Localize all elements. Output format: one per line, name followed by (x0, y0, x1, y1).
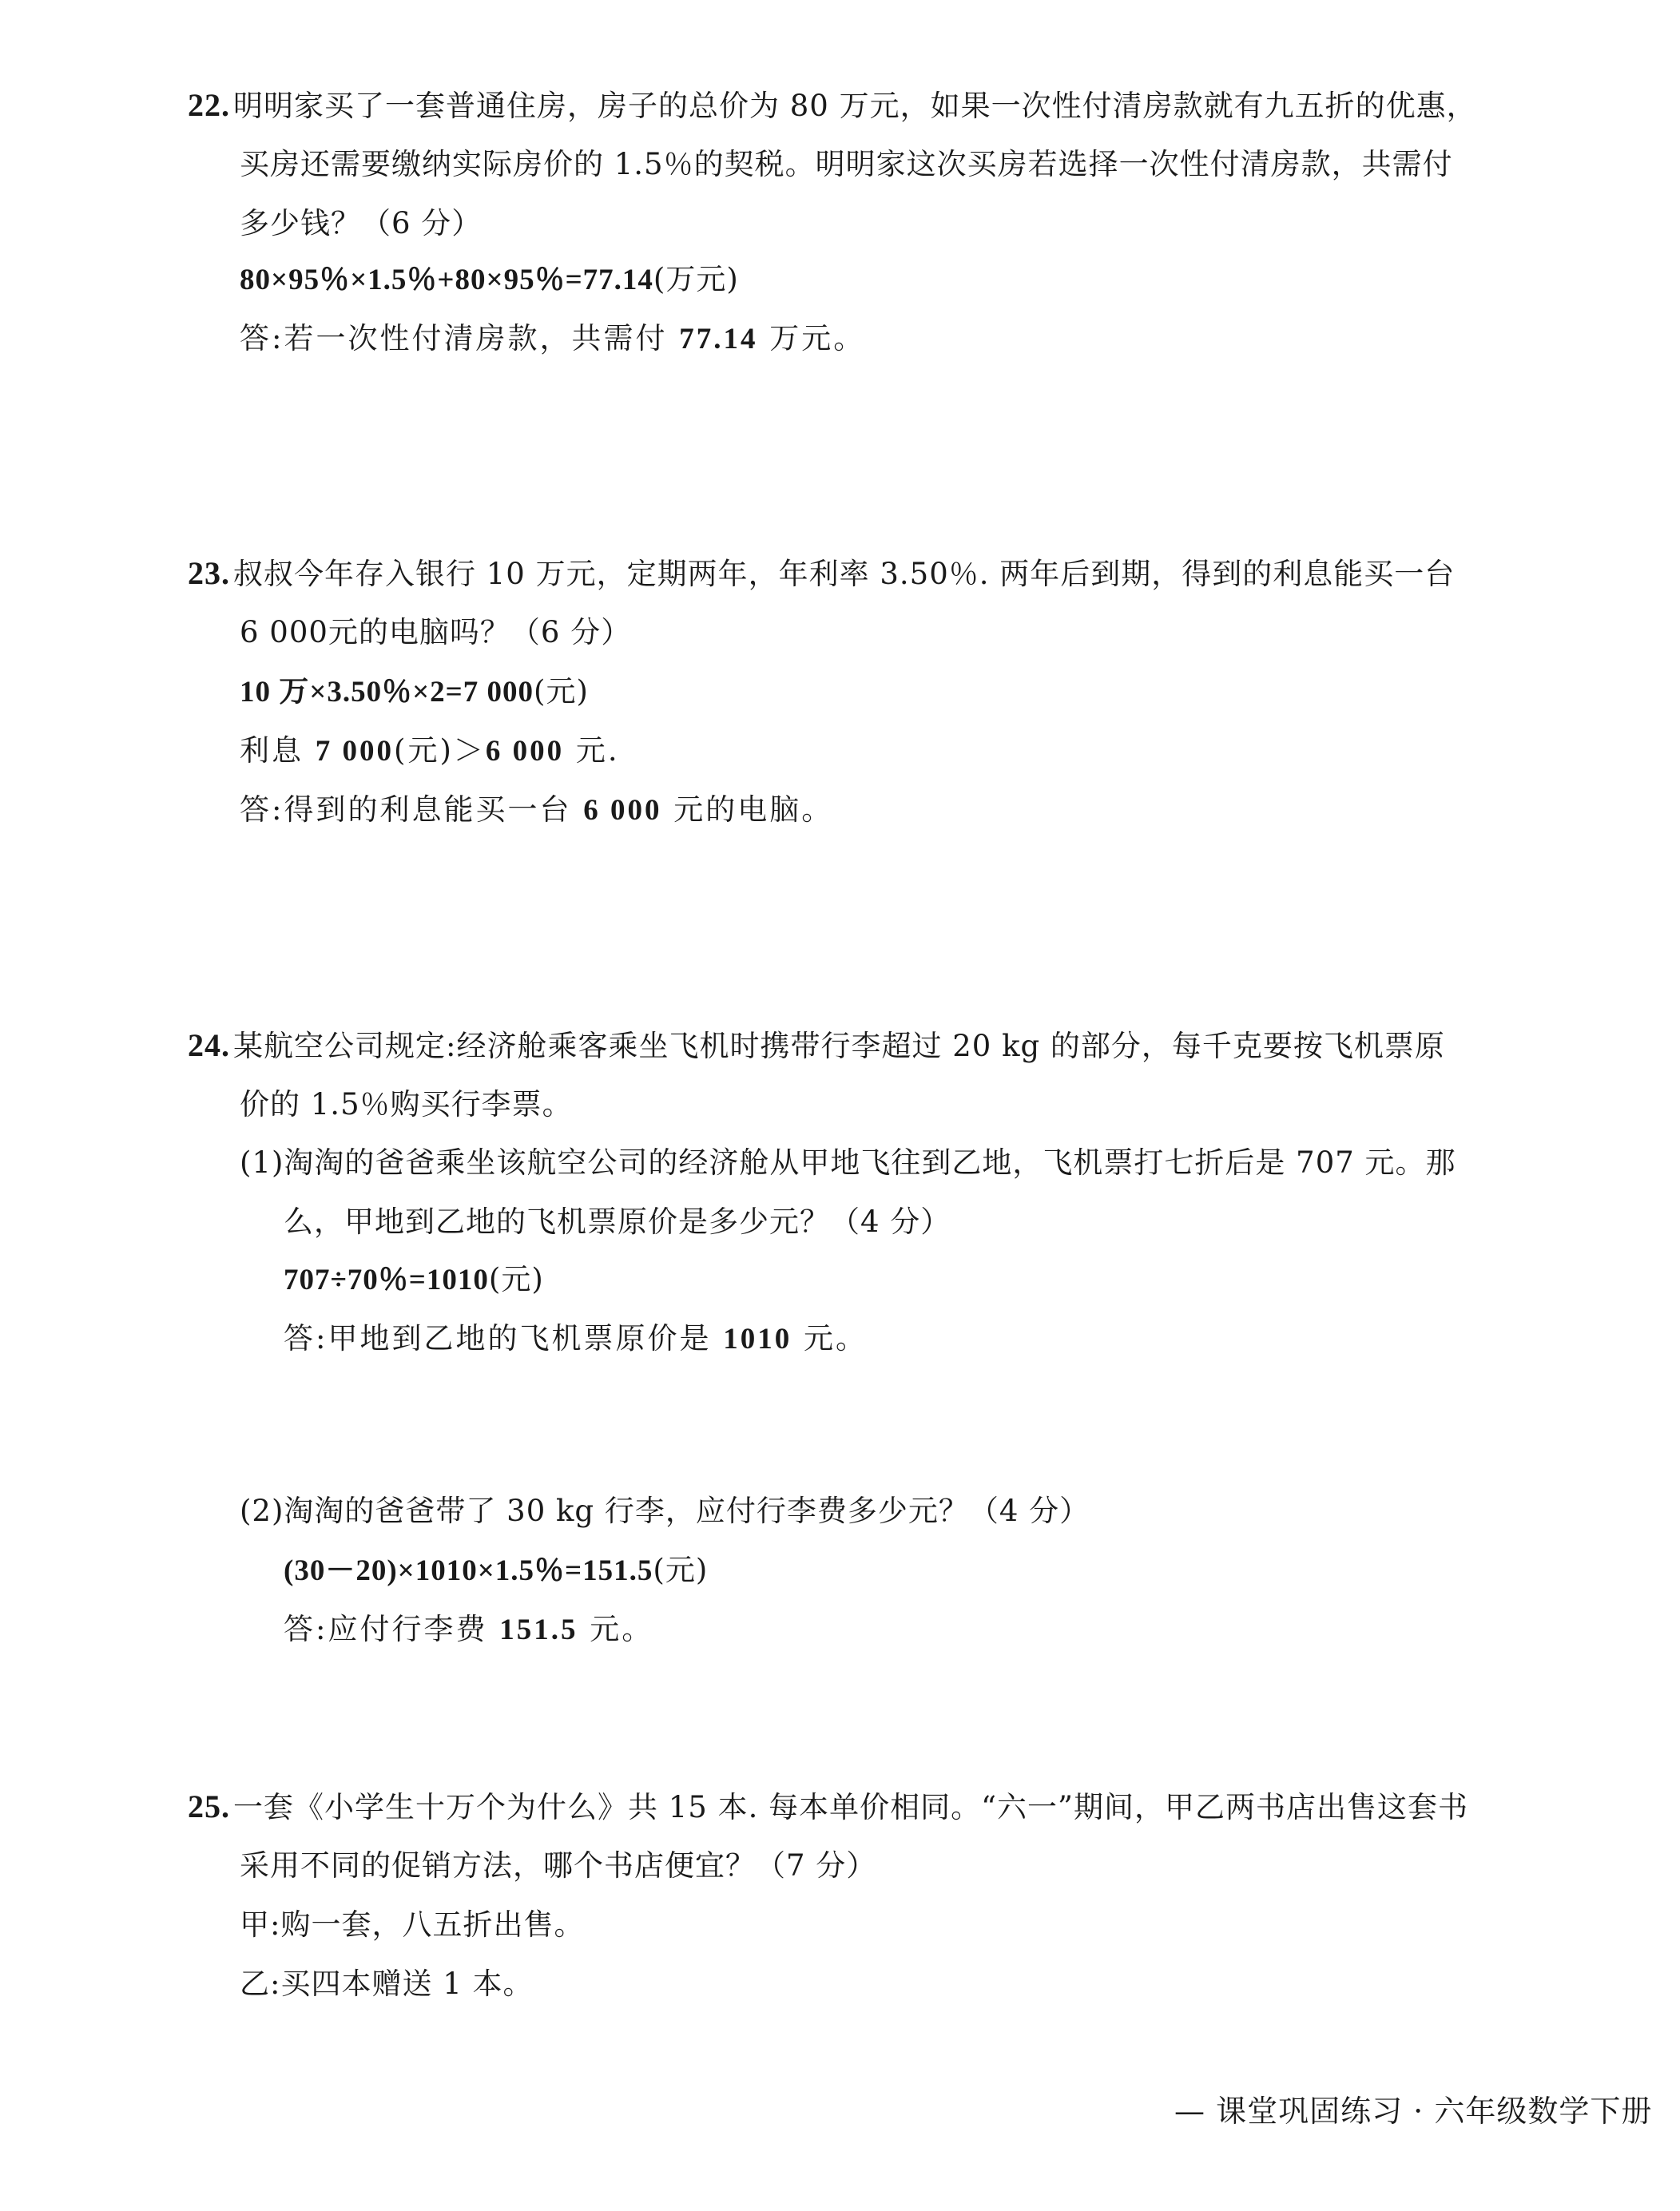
q23-step (240, 732, 620, 771)
q23-line1 (188, 554, 1455, 593)
q22-calc-line (240, 260, 739, 300)
q24-sub2-answer-pre: 答:应付行李费 (284, 1612, 500, 1646)
q24-sub2-answer (284, 1610, 653, 1649)
q24-sub1-calc-unit: (元) (488, 1262, 544, 1296)
q22-line2: 买房还需要缴纳实际房价的 1.5％的契税。明明家这次买房若选择一次性付清房款，共需付 (240, 147, 1453, 181)
q24-text-1: 某航空公司规定:经济舱乘客乘坐飞机时携带行李超过 20 kg 的部分，每千克要按飞机票原 (233, 1029, 1445, 1063)
q24-sub1-answer-value: 1010 (723, 1323, 792, 1356)
q23-answer (240, 791, 833, 830)
q24-sub2-calc: (30－20)×1010×1.5％=151.5 (284, 1554, 653, 1587)
page-footer: — 课堂巩固练习 · 六年级数学下册 (1174, 2094, 1653, 2129)
q22-answer-pre: 答:若一次性付清房款，共需付 (240, 321, 680, 355)
q24-sub2-answer-post: 元。 (578, 1612, 654, 1646)
q25-option-b: 乙:买四本赠送 1 本。 (240, 1967, 534, 2001)
q23-step-pre: 利息 (240, 733, 316, 768)
q23-step-a: 7 000 (315, 735, 395, 768)
q23-line2: 6 000元的电脑吗？（6 分） (240, 615, 632, 649)
q24-sub2-answer-value: 151.5 (499, 1614, 578, 1646)
q25-line2: 采用不同的促销方法，哪个书店便宜？（7 分） (240, 1848, 877, 1883)
q24-sub1-calc-line (284, 1260, 544, 1300)
q22-number: 22. (188, 87, 230, 123)
q22-text-1: 明明家买了一套普通住房，房子的总价为 80 万元，如果一次性付清房款就有九五折的优惠， (233, 89, 1477, 123)
q25-number: 25. (188, 1788, 230, 1824)
q24-sub2-calc-line (284, 1551, 708, 1590)
q23-answer-value: 6 000 (583, 794, 662, 827)
q24-line1 (188, 1026, 1445, 1066)
q24-sub1-answer (284, 1320, 868, 1359)
q24-number: 24. (188, 1027, 230, 1063)
q22-answer (240, 320, 865, 359)
q24-sub1-answer-post: 元。 (792, 1321, 868, 1356)
q23-number: 23. (188, 555, 230, 591)
q24-sub1-calc: 707÷70％=1010 (284, 1264, 489, 1296)
q24-sub1-answer-pre: 答:甲地到乙地的飞机票原价是 (284, 1321, 724, 1356)
q23-step-post: 元. (564, 733, 620, 768)
q23-calc: 10 万×3.50％×2=7 000 (240, 676, 534, 709)
q24-sub2-calc-unit: (元) (653, 1553, 709, 1587)
q24-line2: 价的 1.5％购买行李票。 (240, 1087, 573, 1121)
q24-sub1-line2: 么，甲地到乙地的飞机票原价是多少元？（4 分） (284, 1205, 951, 1239)
q23-calc-line (240, 673, 589, 712)
q24-sub2-line1: (2)淘淘的爸爸带了 30 kg 行李，应付行李费多少元？（4 分） (240, 1494, 1090, 1528)
q22-calc-unit: (万元) (653, 262, 739, 296)
q22-calc: 80×95％×1.5％+80×95％=77.14 (240, 264, 653, 296)
q22-line1 (188, 86, 1477, 125)
q25-line1 (188, 1788, 1468, 1827)
q24-sub1-line1: (1)淘淘的爸爸乘坐该航空公司的经济舱从甲地飞往到乙地，飞机票打七折后是 707 元。那 (240, 1145, 1456, 1180)
q22-answer-post: 万元。 (757, 321, 866, 355)
q23-calc-unit: (元) (534, 674, 589, 709)
q23-answer-pre: 答:得到的利息能买一台 (240, 792, 584, 827)
q25-option-a: 甲:购一套，八五折出售。 (240, 1907, 585, 1942)
q22-line3: 多少钱？（6 分） (240, 206, 483, 240)
q23-text-1: 叔叔今年存入银行 10 万元，定期两年，年利率 3.50％. 两年后到期，得到的利息能买一台 (233, 557, 1456, 591)
q23-step-mid: (元)＞ (394, 733, 486, 768)
q25-text-1: 一套《小学生十万个为什么》共 15 本. 每本单价相同。“六一”期间，甲乙两书店出售这套书 (233, 1790, 1468, 1824)
q23-answer-post: 元的电脑。 (661, 792, 834, 827)
q22-answer-value: 77.14 (679, 323, 758, 355)
q23-step-b: 6 000 (485, 735, 565, 768)
